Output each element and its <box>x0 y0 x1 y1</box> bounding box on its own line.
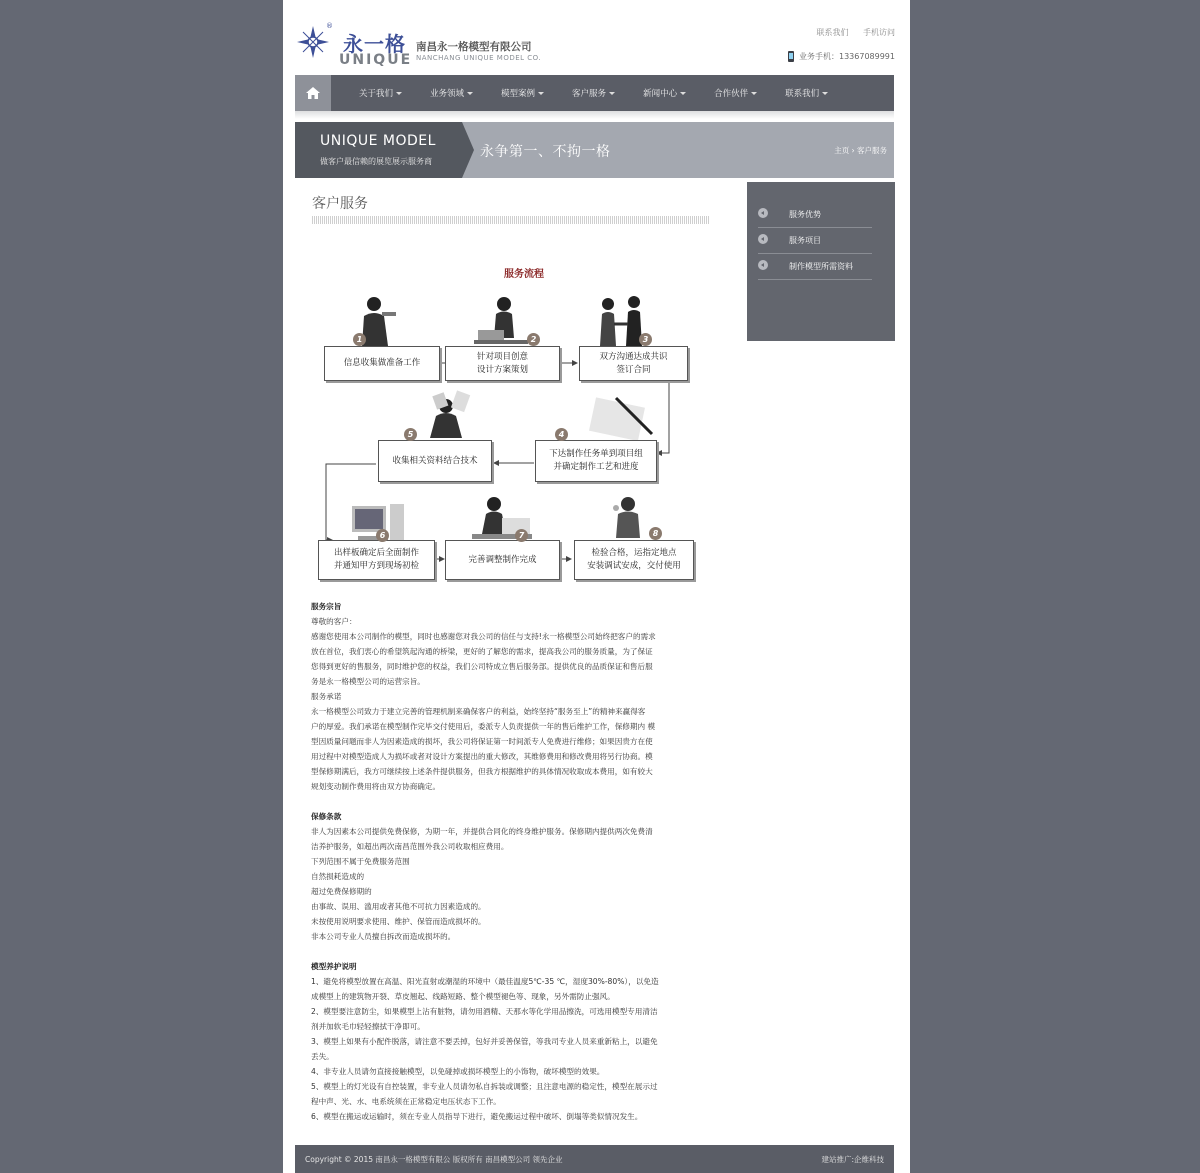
brand-name-en: UNIQUE <box>339 52 413 68</box>
hotline <box>788 51 895 62</box>
flow-title: 服务流程 <box>504 269 544 280</box>
flow-step-number: 1 <box>353 333 366 346</box>
hotline-text: 业务手机：13367089991 <box>799 52 895 61</box>
arrow-circle-icon <box>758 208 768 218</box>
article-line: 剂并加软毛巾轻轻擦拭干净即可。 <box>311 1022 425 1031</box>
article-line: 非人为因素本公司提供免费保修，为期一年，并提供合同化的终身维护服务。保修期内提供两次免费清 <box>311 827 653 836</box>
nav-item-about[interactable] <box>359 87 402 99</box>
article-line: 2、模型要注意防尘，如果模型上沾有脏物，请勿用酒精、天那水等化学用品擦洗，可选用模型专用清洁 <box>311 1007 658 1016</box>
mobile-link[interactable]: 手机访问 <box>863 28 895 37</box>
flow-step-1 <box>324 346 440 381</box>
flow-step-number: 5 <box>404 428 417 441</box>
flow-step-text: 出样板确定后全面制作 并通知甲方到现场初检 <box>333 548 419 571</box>
main-nav <box>295 75 894 111</box>
company-name-en: NANCHANG UNIQUE MODEL CO. <box>416 54 542 62</box>
article-line: 服务承诺 <box>311 692 342 701</box>
nav-label: 关于我们 <box>359 89 394 99</box>
person-papers-icon <box>420 390 476 438</box>
caret-down-icon <box>751 92 757 95</box>
copyright-text: Copyright © 2015 南昌永一格模型有限公 版权所有 南昌模型公司 领先企业 <box>305 1155 563 1164</box>
article-line: 丢失。 <box>311 1052 334 1061</box>
article-line: 用过程中对模型造成人为损坏或者对设计方案提出的重大修改，其维修费用和修改费用将另行协商。模 <box>311 752 653 761</box>
sidebar-item-projects[interactable] <box>758 227 872 254</box>
article-line: 自然损耗造成的 <box>311 872 365 881</box>
service-flow-diagram <box>324 262 724 584</box>
flow-step-number: 6 <box>376 529 389 542</box>
banner-dark-panel <box>295 122 462 178</box>
article-line: 成模型上的建筑物开裂、草皮翘起、线路短路、整个模型褪色等、现象，另外需防止强风。 <box>311 992 615 1001</box>
sidebar <box>747 182 895 341</box>
article-line: 1、避免将模型放置在高温、阳光直射或潮湿的环境中（最佳温度5℃-35 ℃，湿度30%-80%），以免造 <box>311 977 659 986</box>
footer <box>295 1145 894 1173</box>
document-pen-icon <box>586 394 656 440</box>
section-heading: 保修条款 <box>311 812 342 821</box>
top-links <box>804 27 895 38</box>
phone-icon <box>788 51 794 62</box>
caret-down-icon <box>822 92 828 95</box>
caret-down-icon <box>609 92 615 95</box>
nav-label: 业务领域 <box>430 89 465 99</box>
sidebar-item-label: 制作模型所需资料 <box>789 262 853 271</box>
flow-step-number: 4 <box>555 428 568 441</box>
article-line: 型保修期满后，我方可继续按上述条件提供服务，但我方根据维护的具体情况收取成本费用，如有较大 <box>311 767 653 776</box>
section-heading: 模型养护说明 <box>311 962 357 971</box>
nav-shadow <box>295 111 894 119</box>
nav-item-news[interactable] <box>643 87 686 99</box>
article-line: 5、模型上的灯光设有自控装置，非专业人员请勿私自拆装或调整；且注意电源的稳定性，模型在展示过 <box>311 1082 658 1091</box>
nav-item-contact[interactable] <box>785 87 828 99</box>
nav-label: 客户服务 <box>572 89 607 99</box>
article-line: 3、模型上如果有小配件脱落，请注意不要丢掉，包好并妥善保管，等我司专业人员来重新粘上，以避免 <box>311 1037 658 1046</box>
flow-step-number: 7 <box>515 529 528 542</box>
made-by-link[interactable]: 建站推广:企维科技 <box>821 1155 884 1164</box>
section-heading: 服务宗旨 <box>311 602 342 611</box>
flow-step-text: 收集相关资料结合技术 <box>392 455 478 466</box>
article-line: 务是永一格模型公司的运营宗旨。 <box>311 677 425 686</box>
flow-step-4 <box>535 440 657 482</box>
flow-step-3 <box>579 346 688 381</box>
nav-label: 模型案例 <box>501 89 536 99</box>
logo[interactable] <box>295 22 555 66</box>
sidebar-item-materials[interactable] <box>758 253 872 280</box>
flow-step-text: 双方沟通达成共识 签订合同 <box>599 351 668 375</box>
flow-step-number: 2 <box>527 333 540 346</box>
flow-step-number: 3 <box>639 333 652 346</box>
article-line: 6、模型在搬运或运输时，须在专业人员指导下进行，避免搬运过程中破坏、倒塌等类似情况发生。 <box>311 1112 643 1121</box>
flow-step-2 <box>445 346 560 381</box>
caret-down-icon <box>396 92 402 95</box>
person-ok-icon <box>608 494 648 538</box>
article-line: 户的厚爱。我们承诺在模型制作完毕交付使用后，委派专人负责提供一年的售后维护工作，保修期内 模 <box>311 722 656 731</box>
article-line: 感谢您使用本公司制作的模型，同时也感谢您对我公司的信任与支持!永一格模型公司始终把客户的需求 <box>311 632 656 641</box>
article-line: 程中声、光、水、电系统须在正常稳定电压状态下工作。 <box>311 1097 501 1106</box>
caret-down-icon <box>680 92 686 95</box>
nav-label: 联系我们 <box>785 89 820 99</box>
article-line: 未按使用说明要求使用、维护、保管而造成损坏的。 <box>311 917 486 926</box>
nav-label: 新闻中心 <box>643 89 678 99</box>
article-line: 永一格模型公司致力于建立完善的管理机制来确保客户的利益，始终坚持“服务至上”的精神来赢得客 <box>311 707 646 716</box>
nav-label: 合作伙伴 <box>714 89 749 99</box>
registered-mark: ® <box>326 22 333 30</box>
article-line: 超过免费保修期的 <box>311 887 372 896</box>
sidebar-item-label: 服务优势 <box>789 210 821 219</box>
article-line: 您得到更好的售服务，同时维护您的权益，我们公司特成立售后服务部。提供优良的品质保证和售后服 <box>311 662 653 671</box>
banner-subtitle: 做客户最信赖的展览展示服务商 <box>320 157 432 166</box>
article-line: 4、非专业人员请勿直接接触模型，以免碰掉或损坏模型上的小饰物，破坏模型的效果。 <box>311 1067 605 1076</box>
article-line: 下列范围不属于免费服务范围 <box>311 857 410 866</box>
person-laptop-icon <box>474 294 530 346</box>
flow-step-number: 8 <box>649 527 662 540</box>
page-banner <box>295 122 894 178</box>
nav-item-business[interactable] <box>430 87 473 99</box>
article-line: 规划变动制作费用将由双方协商确定。 <box>311 782 441 791</box>
home-icon <box>306 87 320 99</box>
flow-step-7 <box>445 540 560 580</box>
brand-name-cn: 永一格 <box>343 32 406 56</box>
caret-down-icon <box>467 92 473 95</box>
flow-step-text: 完善调整制作完成 <box>468 554 537 565</box>
article-line: 由事故、误用、滥用或者其他不可抗力因素造成的。 <box>311 902 486 911</box>
flow-step-5 <box>378 440 492 482</box>
nav-item-service[interactable] <box>572 87 615 99</box>
service-article <box>311 599 713 1124</box>
arrow-circle-icon <box>758 260 768 270</box>
title-divider <box>312 216 710 224</box>
flow-step-text: 针对项目创意 设计方案策划 <box>476 351 528 375</box>
arrow-circle-icon <box>758 234 768 244</box>
article-line: 尊敬的客户： <box>311 617 357 626</box>
banner-title: UNIQUE MODEL <box>320 133 436 149</box>
company-name-cn: 南昌永一格模型有限公司 <box>416 41 532 53</box>
paragraph-gap <box>311 794 713 809</box>
nav-item-partners[interactable] <box>714 87 757 99</box>
sidebar-item-advantage[interactable] <box>758 201 872 228</box>
contact-link[interactable]: 联系我们 <box>816 28 849 37</box>
flow-step-8 <box>574 540 694 580</box>
article-line: 型因质量问题而非人为因素造成的损坏，我公司将保证第一时间派专人免费进行维修；如果因贵方在使 <box>311 737 653 746</box>
banner-slogan: 永争第一、不拘一格 <box>480 144 611 160</box>
breadcrumb[interactable]: 主页 › 客户服务 <box>834 146 887 155</box>
flow-step-6 <box>318 540 435 580</box>
article-line: 放在首位，我们衷心的希望筑起沟通的桥梁，更好的了解您的需求，提高我公司的服务质量，为了保证 <box>311 647 653 656</box>
flow-step-text: 下达制作任务单到项目组 并确定制作工艺和进度 <box>549 449 643 472</box>
flow-step-text: 信息收集做准备工作 <box>343 358 421 368</box>
sidebar-item-label: 服务项目 <box>789 236 821 245</box>
paragraph-gap <box>311 944 713 959</box>
caret-down-icon <box>538 92 544 95</box>
flow-step-text: 检验合格，运指定地点 安装调试安成，交付使用 <box>587 548 681 571</box>
article-line: 非本公司专业人员擅自拆改而造成损坏的。 <box>311 932 456 941</box>
nav-home[interactable] <box>295 75 331 111</box>
page-container <box>283 0 910 1173</box>
page-title: 客户服务 <box>312 196 368 212</box>
nav-item-cases[interactable] <box>501 87 544 99</box>
article-line: 洁养护服务，如超出两次南昌范围外我公司收取相应费用。 <box>311 842 509 851</box>
